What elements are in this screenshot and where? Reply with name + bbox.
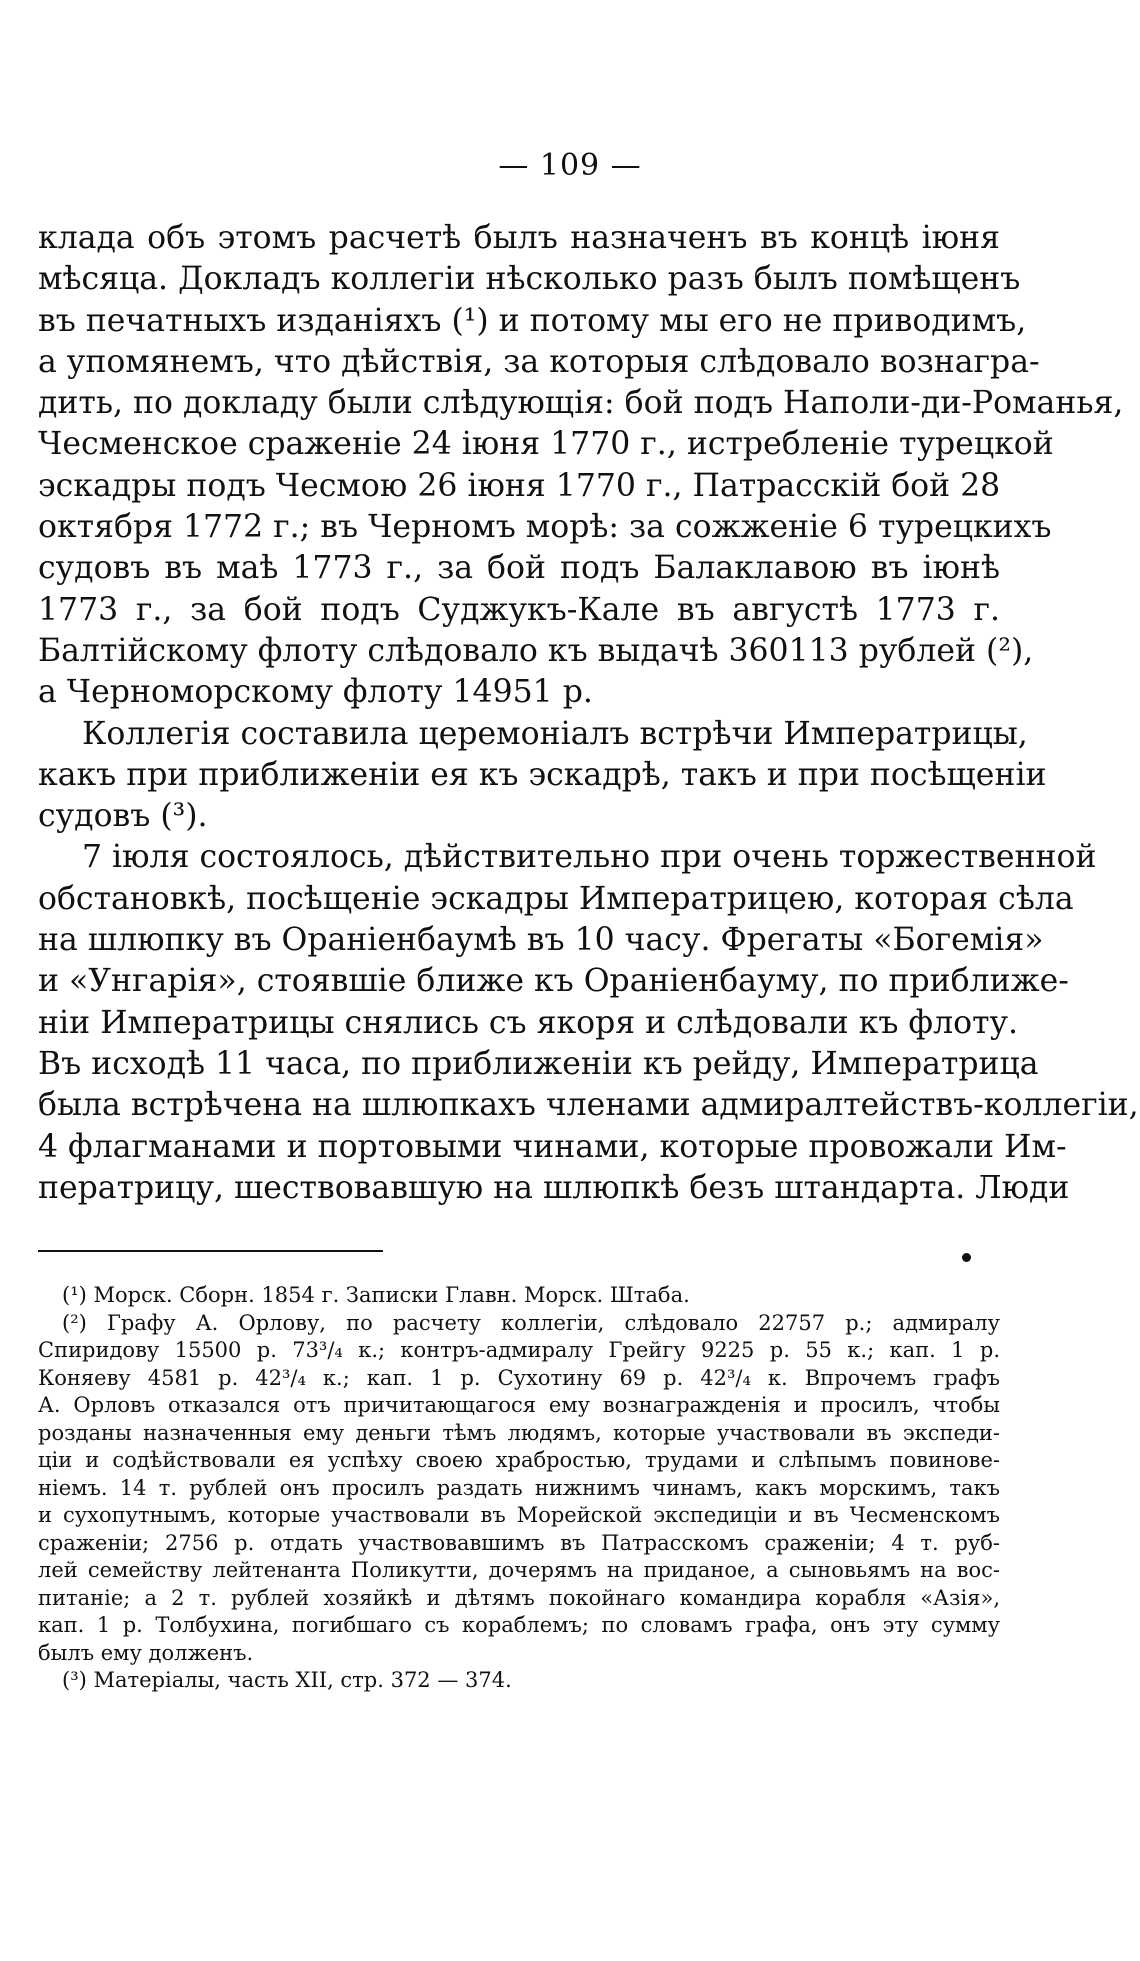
footnote-separator (38, 1250, 383, 1252)
text-line: обстановкѣ, посѣщеніе эскадры Императрицею, которая сѣла (38, 880, 1074, 917)
text-line: въ печатныхъ изданіяхъ (¹) и потому мы его не приводимъ, (38, 302, 1027, 339)
text-line: 4 флагманами и портовыми чинами, которые провожали Им- (38, 1128, 1067, 1165)
footnote-line: Коняеву 4581 р. 42³/₄ к.; кап. 1 р. Сухотину 69 р. 42³/₄ к. Впрочемъ графъ (38, 1365, 1000, 1390)
footnote-line: кап. 1 р. Толбухина, погибшаго съ кораблемъ; по словамъ графа, онъ эту сумму (38, 1613, 1000, 1637)
text-line: а упомянемъ, что дѣйствія, за которыя слѣдовало вознагра- (38, 343, 1040, 380)
footnote-line: сраженіи; 2756 р. отдать участвовавшимъ въ Патрасскомъ сраженіи; 4 т. руб- (38, 1530, 1000, 1555)
text-line: 7 іюля состоялось, дѣйствительно при очень торжественной (82, 839, 1097, 876)
footnote-line: (³) Матеріалы, часть XII, стр. 372 — 374. (62, 1668, 512, 1692)
print-mark (962, 1253, 971, 1262)
footnote-line: ціи и содѣйствовали ея успѣху своею храбростью, трудами и слѣпымъ повинове- (38, 1448, 1000, 1472)
text-line: Коллегія составила церемоніалъ встрѣчи Императрицы, (82, 715, 1028, 752)
footnote-line: питаніе; а 2 т. рублей хозяйкѣ и дѣтямъ покойнаго командира корабля «Азія», (38, 1585, 1000, 1610)
text-line: какъ при приближеніи ея къ эскадрѣ, такъ и при посѣщеніи (38, 756, 1047, 793)
footnote-line: розданы назначенныя ему деньги тѣмъ людямъ, которые участвовали въ экспеди- (38, 1420, 1000, 1445)
footnote-line: и сухопутнымъ, которые участвовали въ Морейской экспедиціи и въ Чесменскомъ (38, 1503, 1000, 1527)
text-line: и «Унгарія», стоявшіе ближе къ Ораніенбауму, по приближе- (38, 963, 1069, 1000)
text-line: мѣсяца. Докладъ коллегіи нѣсколько разъ былъ помѣщенъ (38, 261, 1021, 298)
text-line: октября 1772 г.; въ Черномъ морѣ: за сожженіе 6 турецкихъ (38, 509, 1052, 546)
footnote-line: ніемъ. 14 т. рублей онъ просилъ раздать нижнимъ чинамъ, какъ морскимъ, такъ (38, 1475, 1000, 1500)
text-line: судовъ (³). (38, 798, 208, 835)
text-line: Чесменское сраженіе 24 іюня 1770 г., истребленіе турецкой (38, 426, 1054, 463)
footnote-line: (¹) Морск. Сборн. 1854 г. Записки Главн. Морск. Штаба. (62, 1283, 690, 1307)
text-line: ніи Императрицы снялись съ якоря и слѣдовали къ флоту. (38, 1004, 1019, 1041)
main-text (38, 218, 1139, 1209)
text-line: 1773 г., за бой подъ Суджукъ-Кале въ августѣ 1773 г. (38, 591, 1000, 628)
text-line: эскадры подъ Чесмою 26 іюня 1770 г., Патрасскій бой 28 (38, 467, 1001, 504)
footnote-line: лей семейству лейтенанта Поликутти, дочерямъ на приданое, а сыновьямъ на вос- (38, 1558, 1000, 1582)
text-line: а Черноморскому флоту 14951 р. (38, 674, 593, 711)
page-number: — 109 — (498, 148, 642, 183)
footnote-line: (²) Графу А. Орлову, по расчету коллегіи, слѣдовало 22757 р.; адмиралу (62, 1310, 1000, 1335)
text-line: Балтійскому флоту слѣдовало къ выдачѣ 360113 рублей (²), (38, 632, 1034, 669)
footnote-line: А. Орловъ отказался отъ причитающагося ему вознагражденія и просилъ, чтобы (38, 1393, 1000, 1417)
text-line: ператрицу, шествовавшую на шлюпкѣ безъ штандарта. Люди (38, 1169, 1070, 1206)
text-line: была встрѣчена на шлюпкахъ членами адмиралтействъ-коллегіи, (38, 1087, 1139, 1124)
footnote-line: былъ ему долженъ. (38, 1640, 254, 1665)
text-line: на шлюпку въ Ораніенбаумѣ въ 10 часу. Фрегаты «Богемія» (38, 922, 1044, 959)
text-line: Въ исходѣ 11 часа, по приближеніи къ рейду, Императрица (38, 1045, 1039, 1082)
footnote-line: Спиридову 15500 р. 73³/₄ к.; контръ-адмиралу Грейгу 9225 р. 55 к.; кап. 1 р. (38, 1338, 1000, 1362)
text-line: клада объ этомъ расчетѣ былъ назначенъ въ концѣ іюня (38, 220, 1000, 256)
text-line: дить, по докладу были слѣдующія: бой подъ Наполи-ди-Романья, (38, 385, 1124, 422)
text-line: судовъ въ маѣ 1773 г., за бой подъ Балаклавою въ іюнѣ (38, 550, 1000, 587)
footnotes (38, 1282, 1000, 1695)
